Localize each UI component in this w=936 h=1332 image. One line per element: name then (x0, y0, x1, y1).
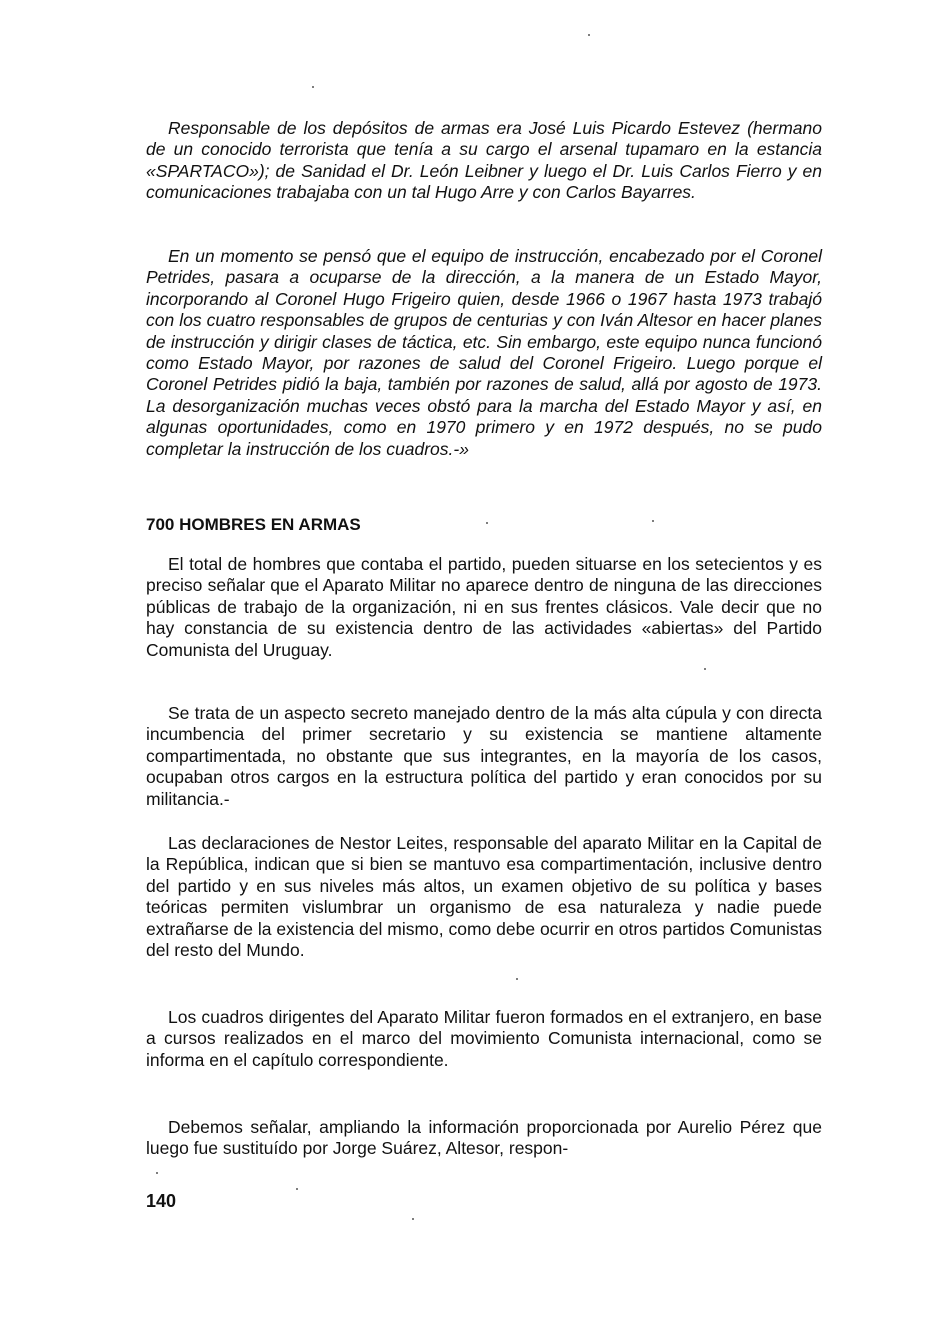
paragraph-aspecto-secreto: Se trata de un aspecto secreto manejado dentro de la más alta cúpula y con directa incumbencia del primer secretario y su existencia se mantiene altamente compartimentada, no obstante que sus integrantes, en la mayoría de los casos, ocupaban otros cargos en la estructura política del partido y eran conocidos por su militancia.- (146, 703, 822, 809)
scan-speck (156, 1172, 158, 1174)
scan-speck (412, 1218, 414, 1220)
paragraph-declaraciones: Las declaraciones de Nestor Leites, responsable del aparato Militar en la Capital de la República, indican que si bien se mantuvo esa compartimentación, inclusive dentro del partido y en sus niveles más altos, un examen objetivo de su política y bases teóricas permiten vislumbrar un organismo de esa naturaleza y nadie puede extrañarse de la existencia del mismo, como debe ocurrir en otros partidos Comunistas del resto del Mundo. (146, 833, 823, 961)
scan-speck (516, 978, 518, 980)
italic-paragraph-estado-mayor: En un momento se pensó que el equipo de instrucción, encabezado por el Coronel Petrides, pasara a ocuparse de la dirección, a la manera de un Estado Mayor, incorporando al Coronel Hugo Frigeiro quien, desde 1966 o 1967 hasta 1973 trabajó con los cuatro responsables de grupos de centurias y con Iván Altesor en hacer planes de instrucción y dirigir clases de táctica, etc. Sin embargo, este equipo nunca funcionó como Estado Mayor, por razones de salud del Coronel Frigeiro. Luego porque el Coronel Petrides pidió la baja, también por razones de salud, allá por agosto de 1973. La desorganización muchas veces obstó para la marcha del Estado Mayor y así, en algunas oportunidades, como en 1970 primero y en 1972 después, no se pudo completar la instrucción de los cuadros.-» (146, 246, 822, 459)
scan-speck (704, 668, 706, 670)
scan-speck (652, 520, 654, 522)
paragraph-cuadros-dirigentes: Los cuadros dirigentes del Aparato Militar fueron formados en el extranjero, en base a cursos realizados en el marco del movimiento Comunista internacional, como se informa en el capítulo correspondiente. (146, 1007, 822, 1070)
scan-speck (486, 522, 488, 524)
scan-speck (312, 86, 314, 88)
scan-speck (588, 34, 590, 36)
scan-speck (296, 1188, 298, 1190)
paragraph-total-hombres: El total de hombres que contaba el partido, pueden situarse en los setecientos y es preciso señalar que el Aparato Militar no aparece dentro de ninguna de las direcciones públicas de trabajo de la organización, ni en sus frentes clásicos. Vale decir que no hay constancia de su existencia dentro de las actividades «abiertas» del Partido Comunista del Uruguay. (146, 554, 822, 660)
italic-paragraph-armas: Responsable de los depósitos de armas era José Luis Picardo Estevez (hermano de un conocido terrorista que tenía a su cargo el arsenal tupamaro en la estancia «SPARTACO»); de Sanidad el Dr. León Leibner y luego el Dr. Luis Carlos Fierro y en comunicaciones trabajaba con un tal Hugo Arre y con Carlos Bayarres. (146, 118, 822, 203)
paragraph-debemos-senalar: Debemos señalar, ampliando la información proporcionada por Aurelio Pérez que luego fue sustituído por Jorge Suárez, Altesor, respon- (146, 1117, 822, 1159)
section-heading: 700 HOMBRES EN ARMAS (146, 515, 361, 534)
page-number: 140 (146, 1191, 177, 1211)
